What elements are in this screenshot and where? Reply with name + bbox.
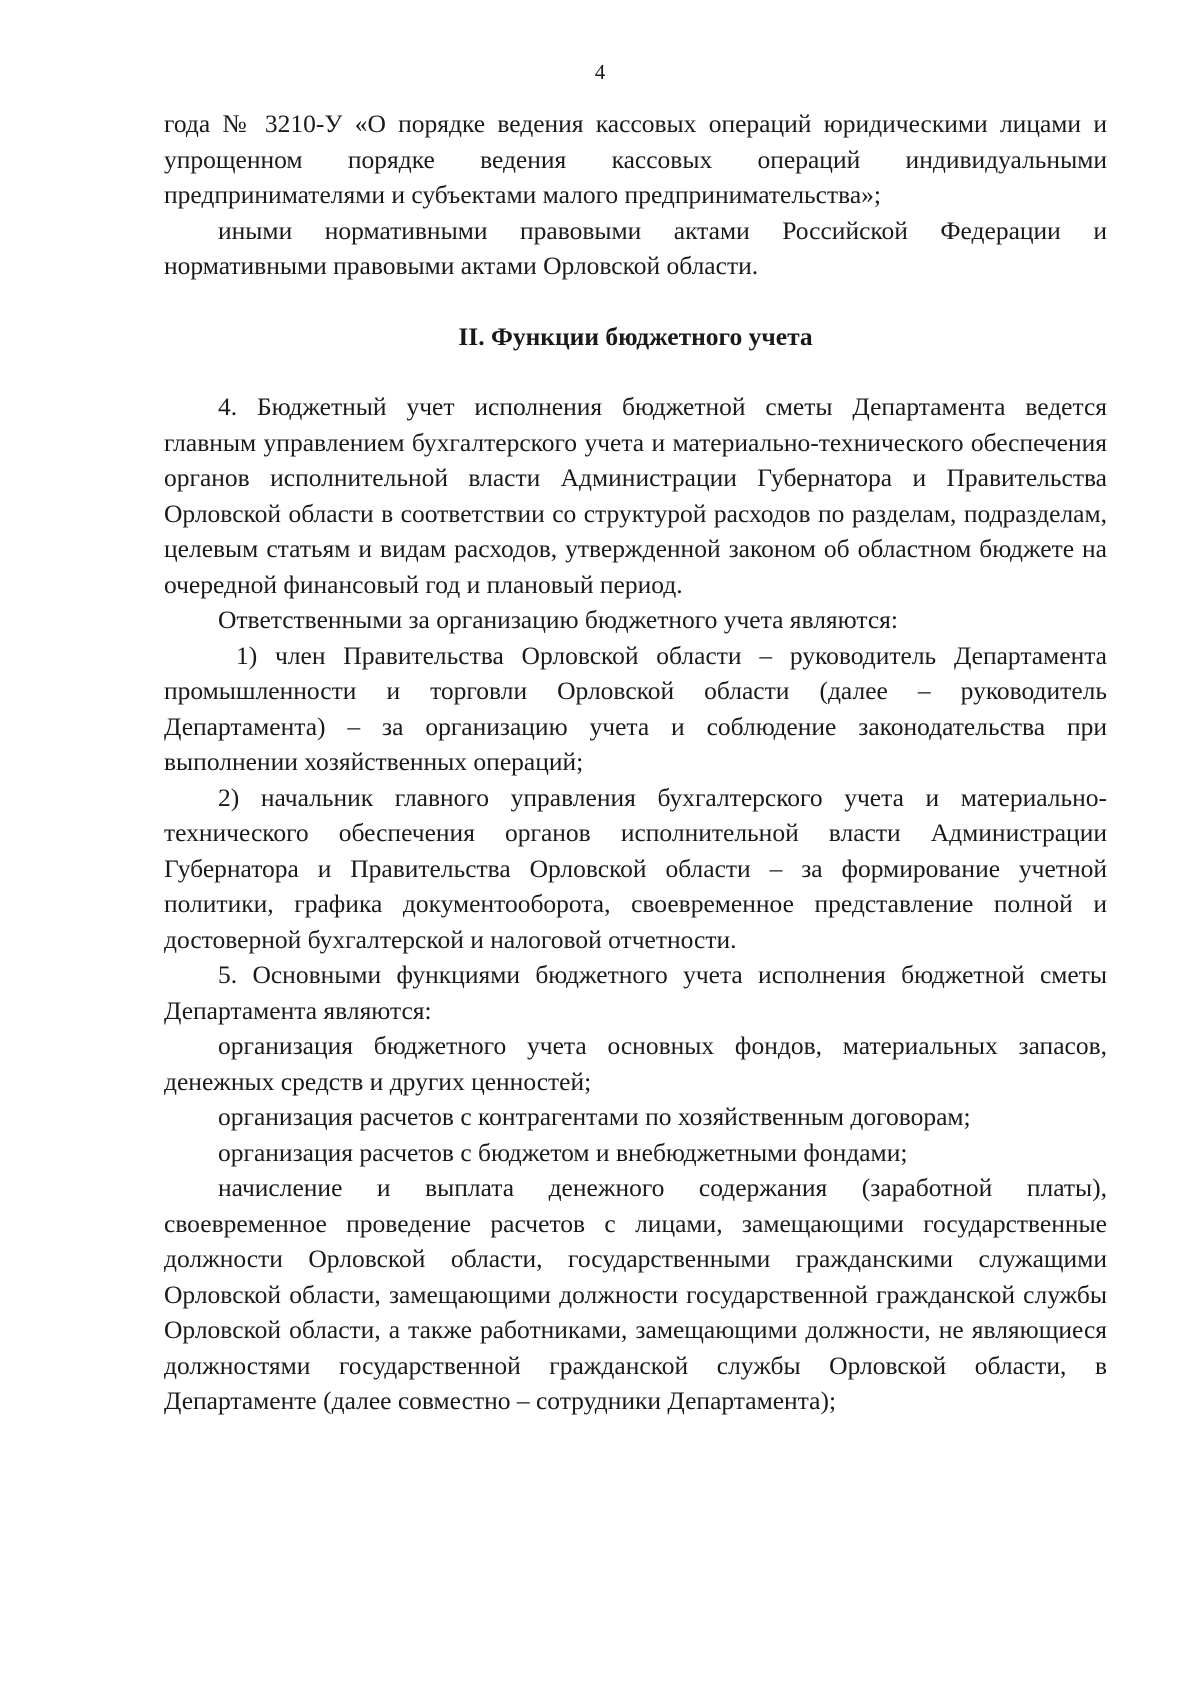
paragraph-continuation: года № 3210-У «О порядке ведения кассовых операций юридическими лицами и упрощенном порядке ведения кассовых операций индивидуальными предпринимателями и субъектами малого предпринимательства»;	[164, 109, 1107, 209]
paragraph-function-contractors: организация расчетов с контрагентами по хозяйственным договорам;	[218, 1102, 971, 1131]
document-body	[164, 106, 1107, 1419]
paragraph-clause-4: 4. Бюджетный учет исполнения бюджетной сметы Департамента ведется главным управлением бухгалтерского учета и материально-технического обеспечения органов исполнительной власти Администрации Губернатора и Правительства Орловской области в соответствии со структурой расходов по разделам, подразделам, целевым статьям и видам расходов, утвержденной законом об областном бюджете на очередной финансовый год и плановый период.	[164, 392, 1107, 599]
paragraph-function-assets: организация бюджетного учета основных фондов, материальных запасов, денежных средств и других ценностей;	[164, 1031, 1107, 1096]
paragraph-function-salary: начисление и выплата денежного содержания (заработной платы), своевременное проведение расчетов с лицами, замещающими государственные должности Орловской области, государственными гражданскими служащими Орловской области, замещающими должности государственной гражданской службы Орловской области, а также работниками, замещающими должности, не являющиеся должностями государственной гражданской службы Орловской области, в Департаменте (далее совместно – сотрудники Департамента);	[164, 1173, 1107, 1415]
page-number: 4	[594, 60, 606, 84]
paragraph-responsible-item-2: 2) начальник главного управления бухгалтерского учета и материально-технического обеспечения органов исполнительной власти Администрации Губернатора и Правительства Орловской области – за формирование учетной политики, графика документооборота, своевременное представление полной и достоверной бухгалтерской и налоговой отчетности.	[164, 782, 1107, 954]
paragraph-clause-5: 5. Основными функциями бюджетного учета исполнения бюджетной сметы Департамента являются:	[164, 960, 1107, 1025]
paragraph-function-budget: организация расчетов с бюджетом и внебюджетными фондами;	[218, 1137, 908, 1167]
paragraph-other-acts: иными нормативными правовыми актами Российской Федерации и нормативными правовыми актами Орловской области.	[164, 215, 1107, 280]
section-heading: II. Функции бюджетного учета	[458, 321, 813, 351]
paragraph-responsible-item-1: 1) член Правительства Орловской области – руководитель Департамента промышленности и торговли Орловской области (далее – руководитель Департамента) – за организацию учета и соблюдение законодательства при выполнении хозяйственных операций;	[164, 640, 1107, 776]
paragraph-responsible-intro: Ответственными за организацию бюджетного учета являются:	[218, 605, 898, 634]
